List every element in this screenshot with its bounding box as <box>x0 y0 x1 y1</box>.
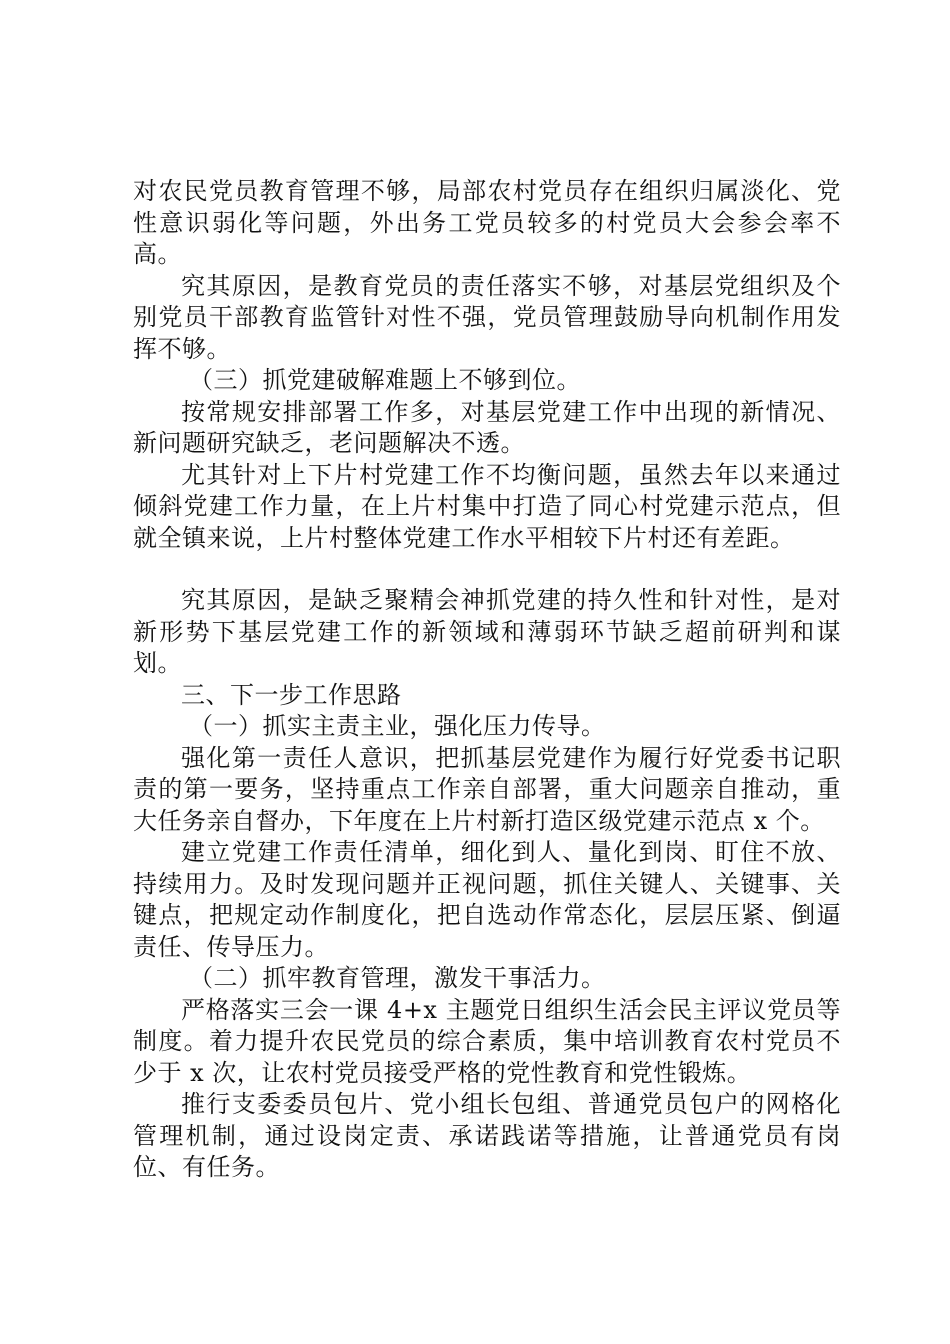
paragraph-first-responsibility: 强化第一责任人意识，把抓基层党建作为履行好党委书记职责的第一要务，坚持重点工作亲自部署，重大问题亲自推动，重大任务亲自督办，下年度在上片村新打造区级党建示范点 x 个。 <box>133 743 841 835</box>
paragraph-routine-work: 按常规安排部署工作多，对基层党建工作中出现的新情况、新问题研究缺乏，老问题解决不透。 <box>133 397 841 457</box>
paragraph-cause-2: 究其原因，是缺乏聚精会神抓党建的持久性和针对性，是对新形势下基层党建工作的新领域和薄弱环节缺乏超前研判和谋划。 <box>133 586 841 677</box>
paragraph-grid-management: 推行支委委员包片、党小组长包组、普通党员包户的网格化管理机制，通过设岗定责、承诺践诺等措施，让普通党员有岗位、有任务。 <box>133 1090 841 1181</box>
paragraph-imbalance: 尤其针对上下片村党建工作不均衡问题，虽然去年以来通过倾斜党建工作力量，在上片村集中打造了同心村党建示范点，但就全镇来说，上片村整体党建工作水平相较下片村还有差距。 <box>133 460 841 552</box>
paragraph-responsibility-list: 建立党建工作责任清单，细化到人、量化到岗、盯住不放、持续用力。及时发现问题并正视问题，抓住关键人、关键事、关键点，把规定动作制度化，把自选动作常态化，层层压紧、倒逼责任、传导压力。 <box>133 838 841 961</box>
subheading-2: （二）抓牢教育管理，激发干事活力。 <box>189 964 606 992</box>
paragraph-education-management: 对农民党员教育管理不够，局部农村党员存在组织归属淡化、党性意识弱化等问题，外出务工党员较多的村党员大会参会率不高。 <box>133 177 841 268</box>
subheading-1: （一）抓实主责主业，强化压力传导。 <box>189 712 606 740</box>
subheading-3: （三）抓党建破解难题上不够到位。 <box>189 366 581 394</box>
paragraph-cause-1: 究其原因，是教育党员的责任落实不够，对基层党组织及个别党员干部教育监管针对性不强，党员管理鼓励导向机制作用发挥不够。 <box>133 271 841 363</box>
section-heading-next-steps: 三、下一步工作思路 <box>181 680 402 709</box>
paragraph-three-meetings: 严格落实三会一课 4+x 主题党日组织生活会民主评议党员等制度。着力提升农民党员的综合素质，集中培训教育农村党员不少于 x 次，让农村党员接受严格的党性教育和党性锻炼。 <box>133 995 841 1087</box>
document-body <box>133 176 841 1184</box>
paragraph-spacer <box>133 554 841 585</box>
